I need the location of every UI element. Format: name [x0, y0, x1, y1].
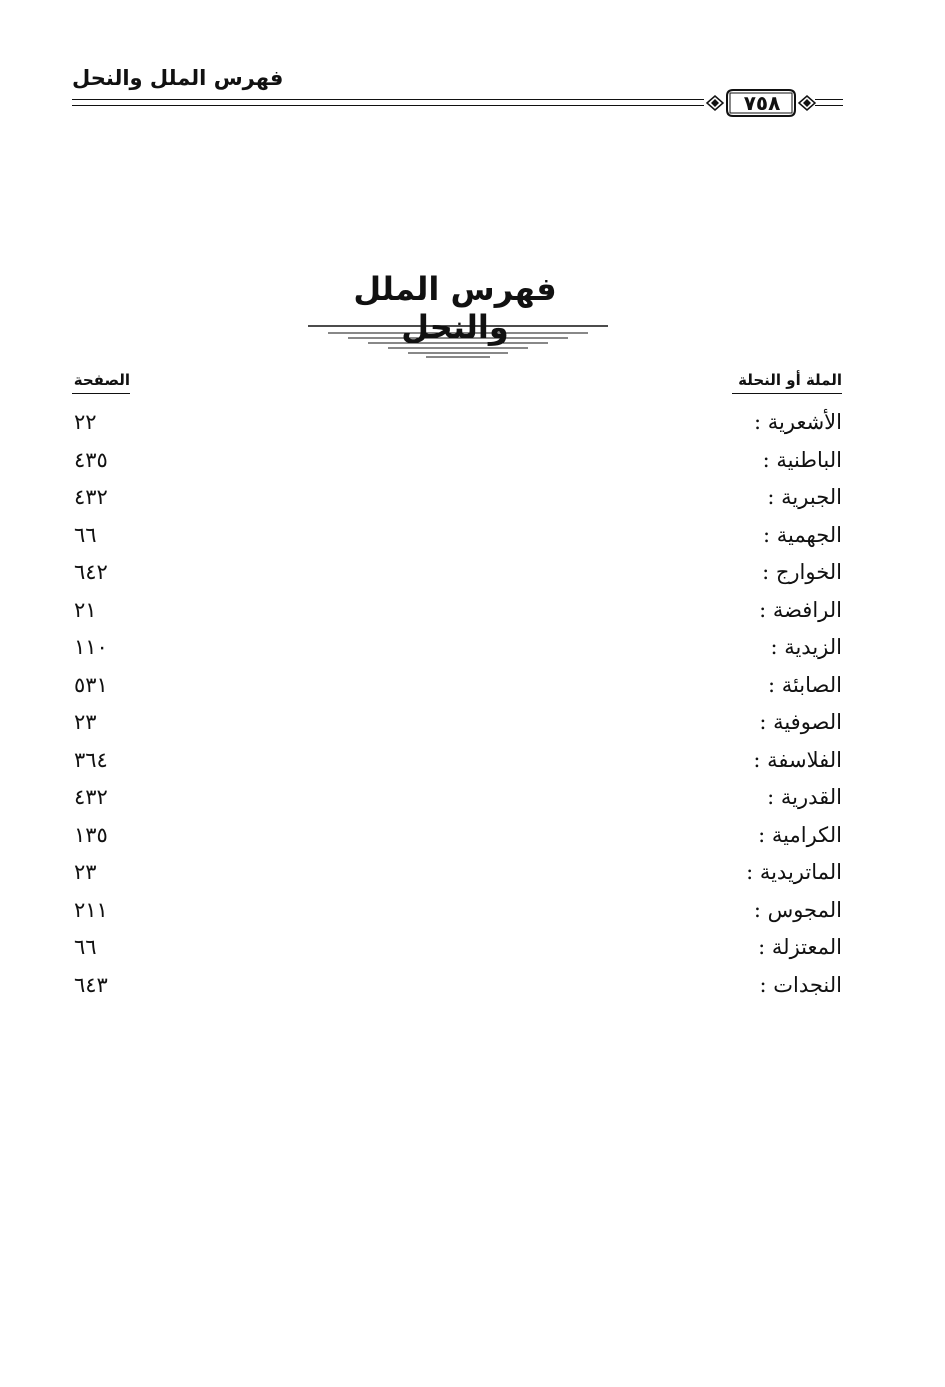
index-entry	[72, 779, 842, 817]
index-entry	[72, 479, 842, 517]
entry-page-number: ٦٦	[74, 522, 97, 547]
entry-page-number: ٤٣٢	[74, 785, 108, 809]
page-title: فهرس الملل والنحل	[353, 270, 557, 346]
index-entry	[72, 629, 842, 667]
header-rule	[72, 99, 704, 106]
index-entry	[72, 704, 842, 742]
index-entry	[72, 742, 842, 780]
entry-page-number: ٦٤٢	[74, 560, 108, 584]
entry-name: الزيدية :	[770, 635, 842, 659]
entry-page-number: ١٣٥	[74, 822, 108, 847]
index-entry	[72, 442, 842, 480]
header-rule-right	[815, 99, 843, 106]
entry-name: الماتريدية :	[746, 860, 842, 884]
entry-page-number: ٢١١	[74, 897, 108, 922]
entry-page-number: ٤٣٥	[74, 447, 108, 472]
entry-name: الكرامية :	[758, 822, 842, 847]
title-underline-ornament	[308, 324, 608, 358]
running-title: فهرس الملل والنحل	[72, 66, 284, 90]
entry-name: الباطنية :	[762, 447, 842, 472]
entry-page-number: ٦٤٣	[74, 972, 108, 997]
entry-name: المجوس :	[753, 897, 842, 922]
column-header-sect: الملة أو النحلة	[732, 371, 842, 394]
entry-page-number: ٣٦٤	[74, 747, 108, 772]
entry-page-number: ٦٦	[74, 935, 97, 959]
column-header-page: الصفحة	[72, 371, 130, 394]
index-entry	[72, 592, 842, 630]
index-entry	[72, 892, 842, 930]
index-entry	[72, 967, 842, 1005]
entry-name: الجهمية :	[763, 522, 842, 547]
entry-page-number: ٢١	[74, 597, 97, 622]
index-entry	[72, 854, 842, 892]
entry-name: النجدات :	[759, 972, 842, 997]
index-entry	[72, 929, 842, 967]
entry-name: الفلاسفة :	[753, 747, 842, 772]
entry-page-number: ٢٢	[74, 410, 97, 434]
entry-page-number: ٤٣٢	[74, 485, 108, 509]
entry-page-number: ٢٣	[74, 710, 97, 734]
index-entries	[72, 404, 842, 1004]
entry-name: الصوفية :	[759, 710, 842, 734]
page-number: ٧٥٨	[743, 91, 781, 115]
entry-page-number: ٢٣	[74, 860, 97, 884]
index-entry	[72, 667, 842, 705]
entry-page-number: ٥٣١	[74, 672, 108, 697]
index-entry	[72, 404, 842, 442]
entry-name: الخوارج :	[762, 560, 842, 584]
entry-name: الرافضة :	[759, 597, 842, 622]
entry-name: الأشعرية :	[754, 410, 842, 434]
entry-name: الجبرية :	[767, 485, 842, 509]
index-entry	[72, 554, 842, 592]
entry-name: المعتزلة :	[758, 935, 842, 959]
index-entry	[72, 517, 842, 555]
entry-name: الصابئة :	[767, 672, 842, 697]
entry-name: القدرية :	[767, 785, 842, 809]
index-entry	[72, 817, 842, 855]
entry-page-number: ١١٠	[74, 635, 108, 659]
